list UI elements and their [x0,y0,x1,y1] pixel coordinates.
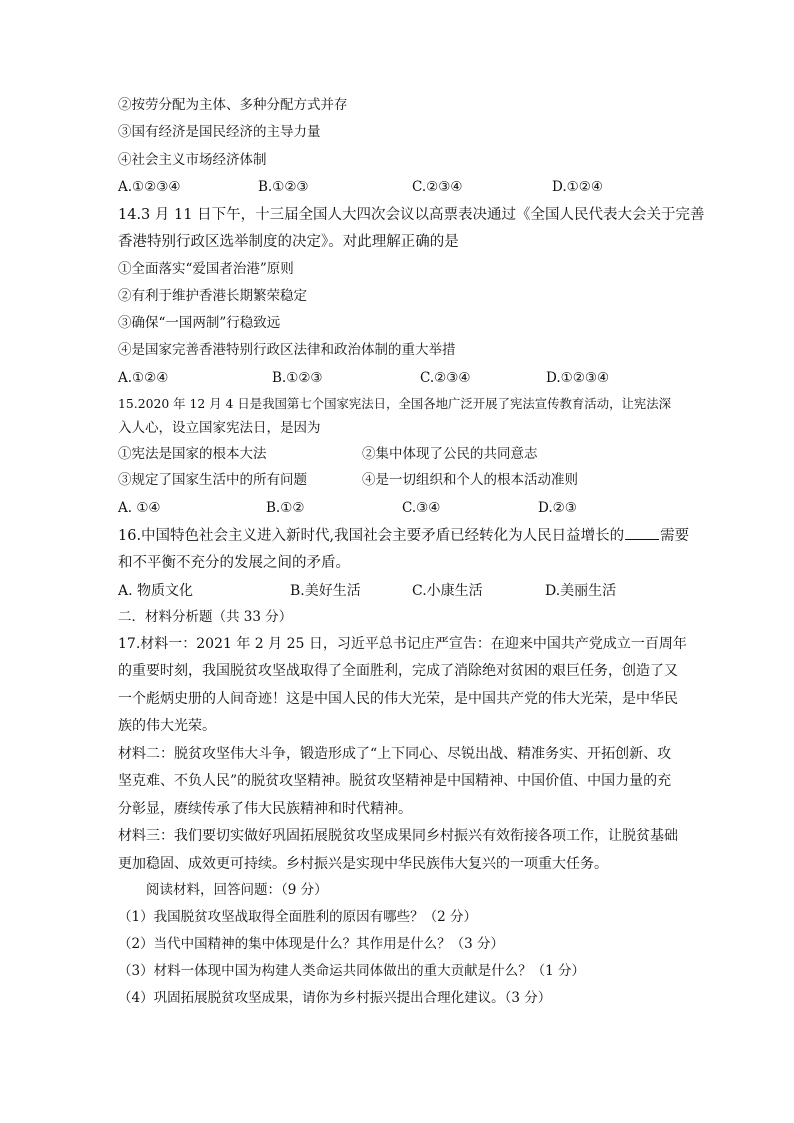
q17-question-4: （4）巩固拓展脱贫攻坚成果，请你为乡村振兴提出合理化建议。（3 分） [118,990,552,1006]
q13-option-b: B.①②③ [258,179,309,195]
q14-option-d: D.①②③④ [546,370,610,386]
q17-material2-line1: 材料二：脱贫攻坚伟大斗争，锻造形成了“上下同心、尽锐出战、精准务实、开拓创新、攻 [118,746,672,762]
q15-item-1: ①宪法是国家的根本大法 [118,446,267,462]
q15-option-c: C.③④ [402,500,441,516]
q17-material2-line2: 坚克难、不负人民”的脱贫攻坚精神。脱贫攻坚精神是中国精神、中国价值、中国力量的充 [118,773,672,789]
q16-stem-line1 [118,525,689,546]
q13-option-d: D.①②④ [552,179,603,195]
q16-option-b: B.美好生活 [290,583,361,599]
q17-instruction: 阅读材料，回答问题：（9 分） [146,882,328,898]
q16-stem-after: 需要 [660,528,690,544]
q15-item-2: ②集中体现了公民的共同意志 [362,446,538,462]
q16-stem-line2: 和不平衡不充分的发展之间的矛盾。 [118,555,350,571]
answer-blank [625,525,659,540]
q15-option-a: A. ①④ [118,500,161,516]
q14-stem-line1: 14.3 月 11 日下午，十三届全国人大四次会议以高票表决通过《全国人民代表大会关于完善 [118,207,705,223]
q14-option-c: C.②③④ [420,370,471,386]
q15-stem-line2: 入人心，设立国家宪法日，是因为 [118,420,321,436]
q17-material1-line2: 的重要时刻，我国脱贫攻坚战取得了全面胜利，完成了消除绝对贫困的艰巨任务，创造了又 [118,663,678,679]
q15-item-4: ④是一切组织和个人的根本活动准则 [362,472,578,488]
q17-material2-line3: 分彰显，赓续传承了伟大民族精神和时代精神。 [118,801,412,817]
section-2-title: 二．材料分析题（共 33 分） [118,609,293,625]
q16-option-a: A. 物质文化 [118,583,194,599]
q17-material1-line4: 族的伟大光荣。 [118,718,216,734]
q14-option-a: A.①②④ [118,370,169,386]
q17-material3-line1: 材料三：我们要切实做好巩固拓展脱贫攻坚成果同乡村振兴有效衔接各项工作，让脱贫基础 [118,828,678,844]
q15-option-b: B.①② [266,500,305,516]
q17-material1-line1: 17.材料一：2021 年 2 月 25 日，习近平总书记庄严宣告：在迎来中国共产党成立一百周年 [118,636,687,652]
q13-item-4: ④社会主义市场经济体制 [118,152,267,168]
q14-item-2: ②有利于维护香港长期繁荣稳定 [118,288,307,304]
q13-item-2: ②按劳分配为主体、多种分配方式并存 [118,97,348,113]
q17-question-3: （3）材料一体现中国为构建人类命运共同体做出的重大贡献是什么？（1 分） [118,963,585,979]
q15-stem-line1: 15.2020 年 12 月 4 日是我国第七个国家宪法日，全国各地广泛开展了宪法宣传教育活动，让宪法深 [118,396,672,411]
q16-option-d: D.美丽生活 [545,583,617,599]
q15-item-3: ③规定了国家生活中的所有问题 [118,472,307,488]
q14-item-1: ①全面落实“爱国者治港”原则 [118,261,294,277]
q17-material3-line2: 更加稳固、成效更可持续。乡村振兴是实现中华民族伟大复兴的一项重大任务。 [118,856,608,872]
q17-question-2: （2）当代中国精神的集中体现是什么？其作用是什么？（3 分） [118,936,504,952]
q15-option-d: D.②③ [538,500,577,516]
q14-option-b: B.①②③ [272,370,323,386]
q13-option-c: C.②③④ [412,179,463,195]
q16-stem-before: 16.中国特色社会主义进入新时代,我国社会主要矛盾已经转化为人民日益增长的 [118,528,625,544]
q14-item-3: ③确保“一国两制”行稳致远 [118,315,281,331]
q13-item-3: ③国有经济是国民经济的主导力量 [118,124,321,140]
q13-option-a: A.①②③④ [118,179,181,195]
q16-option-c: C.小康生活 [412,583,483,599]
q14-item-4: ④是国家完善香港特别行政区法律和政治体制的重大举措 [118,342,456,358]
q17-material1-line3: 一个彪炳史册的人间奇迹！这是中国人民的伟大光荣，是中国共产党的伟大光荣，是中华民 [118,691,678,707]
q17-question-1: （1）我国脱贫攻坚战取得全面胜利的原因有哪些？（2 分） [118,909,477,925]
q14-stem-line2: 香港特别行政区选举制度的决定》。对此理解正确的是 [118,234,459,250]
